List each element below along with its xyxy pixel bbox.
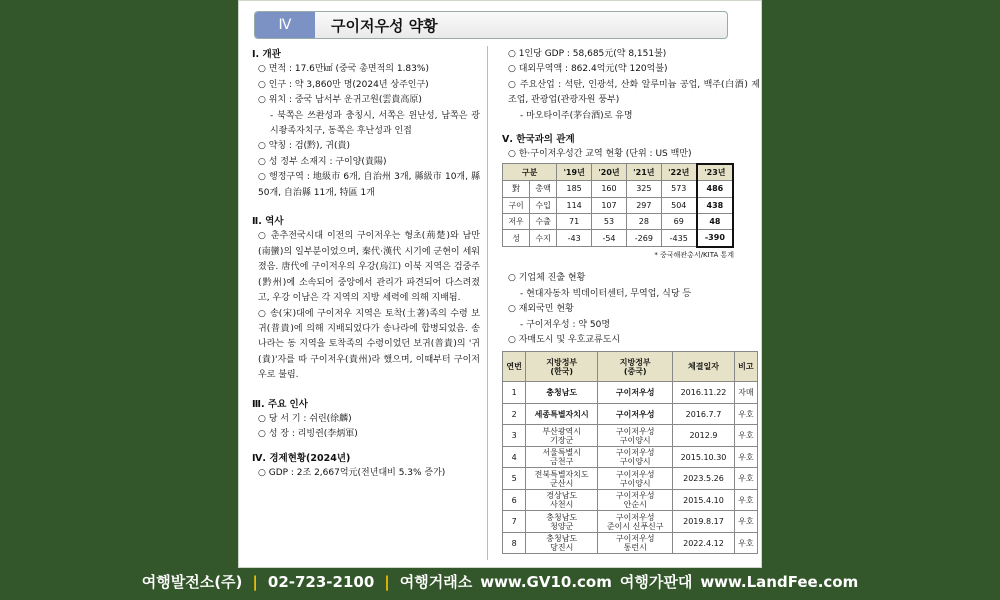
trade-value-cell: 160 <box>592 181 627 197</box>
trade-value-cell: 107 <box>592 197 627 213</box>
right-line: ○ 기업체 진출 현황 <box>508 273 586 284</box>
trade-side-cell: 저우 <box>503 214 530 230</box>
sister-cell-no: 7 <box>503 511 526 533</box>
trade-header-cell: 구분 <box>503 164 557 181</box>
trade-row <box>503 181 734 197</box>
sister-row <box>503 403 758 425</box>
sister-cell-no: 4 <box>503 446 526 468</box>
trade-row <box>503 214 734 230</box>
trade-side-cell: 구이 <box>503 197 530 213</box>
left-line: ○ GDP : 2조 2,667억元(전년대비 5.3% 증가) <box>258 468 446 479</box>
sister-cell-note: 우호 <box>734 403 757 425</box>
trade-row-label: 수지 <box>530 230 557 247</box>
trade-value-cell: -269 <box>626 230 661 247</box>
sister-cell-date: 2016.11.22 <box>673 382 734 404</box>
sister-cell-cn: 구이저우성 <box>598 403 673 425</box>
trade-side-cell: 성 <box>503 230 530 247</box>
sister-cell-kr: 세종특별자치시 <box>526 403 598 425</box>
sister-cell-cn: 구이저우성 구이양시 <box>598 468 673 490</box>
trade-row-label: 총액 <box>530 181 557 197</box>
left-line: ○ 성 장 : 리빙쥔(李炳軍) <box>258 429 358 440</box>
trade-header-cell: '23년 <box>697 164 733 181</box>
left-line: ○ 춘추전국시대 이전의 구이저우는 형초(荊楚)와 남만(南蠻)의 일부분이었으며, 秦代·漢代 시기에 군현이 세워졌음. 唐代에 구이저우의 우강(烏江) 이북 지역은 검중주(黔州)에 소속되어 중앙에서 관리가 파견되어 다스려졌고, 우강 이남은 각 지역의 지방 세력에 의해 지배됨. <box>258 231 480 304</box>
sister-header-cell: 연번 <box>503 352 526 382</box>
sister-cell-note: 우호 <box>734 446 757 468</box>
trade-value-cell: 71 <box>557 214 592 230</box>
sister-row <box>503 489 758 511</box>
footer-url-landfee[interactable]: www.LandFee.com <box>700 573 859 591</box>
trade-value-cell: -54 <box>592 230 627 247</box>
trade-header-cell: '20년 <box>592 164 627 181</box>
right-column <box>502 47 760 554</box>
right-line: - 구이저우성 : 약 50명 <box>520 319 611 330</box>
sister-cell-cn: 구이저우성 안순시 <box>598 489 673 511</box>
sister-row <box>503 446 758 468</box>
sister-header-cell: 비고 <box>734 352 757 382</box>
sister-cell-note: 우호 <box>734 425 757 447</box>
left-line: ○ 면적 : 17.6만㎢ (중국 총면적의 1.83%) <box>258 64 429 75</box>
trade-value-cell: 48 <box>697 214 733 230</box>
right-spacer <box>502 263 760 271</box>
footer-bar: 여행발전소(주) | 02-723-2100 | 여행거래소 www.GV10.com 여행가판대 www.LandFee.com <box>0 568 1000 600</box>
trade-row-label: 수입 <box>530 197 557 213</box>
sister-header-cell: 지방정부 (중국) <box>598 352 673 382</box>
sister-cell-kr: 경상남도 사천시 <box>526 489 598 511</box>
sister-cell-note: 우호 <box>734 468 757 490</box>
left-line: - 북쪽은 쓰촨성과 충칭시, 서쪽은 윈난성, 남쪽은 광시좡족자치구, 동쪽은 후난성과 인접 <box>270 110 480 137</box>
left-heading: Ⅲ. 주요 인사 <box>252 398 308 410</box>
trade-value-cell: 438 <box>697 197 733 213</box>
sister-cell-date: 2016.7.7 <box>673 403 734 425</box>
sister-cell-no: 8 <box>503 532 526 554</box>
sister-cell-cn: 구이저우성 <box>598 382 673 404</box>
sister-header-cell: 체결일자 <box>673 352 734 382</box>
sister-cell-no: 6 <box>503 489 526 511</box>
right-line: ○ 1인당 GDP : 58,685元(약 8,151불) <box>508 49 667 59</box>
trade-row <box>503 197 734 213</box>
trade-value-cell: 504 <box>661 197 697 213</box>
left-line: ○ 인구 : 약 3,860만 명(2024년 상주인구) <box>258 79 429 90</box>
right-line: - 마오타이주(茅台酒)로 유명 <box>520 110 633 121</box>
sister-cell-kr: 서울특별시 금천구 <box>526 446 598 468</box>
sister-cell-note: 우호 <box>734 489 757 511</box>
sister-cell-date: 2015.4.10 <box>673 489 734 511</box>
trade-value-cell: 28 <box>626 214 661 230</box>
sister-cell-note: 우호 <box>734 532 757 554</box>
sister-cell-kr: 충청남도 <box>526 382 598 404</box>
sister-cell-no: 1 <box>503 382 526 404</box>
trade-note: * 중국해관총서/KITA 통계 <box>654 250 734 259</box>
footer-url-gv10[interactable]: www.GV10.com <box>480 573 612 591</box>
sister-cell-date: 2019.8.17 <box>673 511 734 533</box>
trade-value-cell: 486 <box>697 181 733 197</box>
right-heading: Ⅴ. 한국과의 관계 <box>502 134 575 146</box>
left-spacer <box>252 443 480 451</box>
trade-header-cell: '22년 <box>661 164 697 181</box>
right-line: ○ 재외국민 현황 <box>508 304 574 315</box>
right-line: ○ 주요산업 : 석탄, 인광석, 산화 알루미늄 공업, 백주(白酒) 제조업, 관광업(관광자원 풍부) <box>508 79 760 106</box>
sister-cell-date: 2022.4.12 <box>673 532 734 554</box>
left-line: ○ 위치 : 중국 남서부 운귀고원(雲貴高原) <box>258 95 422 106</box>
trade-table <box>502 163 734 248</box>
trade-row-label: 수출 <box>530 214 557 230</box>
right-line: - 현대자동차 빅데이터센터, 무역업, 식당 등 <box>520 288 692 299</box>
left-line: ○ 당 서 기 : 쉬린(徐麟) <box>258 413 352 424</box>
sister-cell-cn: 구이저우성 통런시 <box>598 532 673 554</box>
sister-cell-kr: 충청남도 당진시 <box>526 532 598 554</box>
sister-cell-kr: 전북특별자치도 군산시 <box>526 468 598 490</box>
trade-value-cell: -43 <box>557 230 592 247</box>
page-title: 구이저우성 약황 <box>331 17 438 35</box>
sister-city-table <box>502 351 758 554</box>
sister-cell-cn: 구이저우성 준이시 신푸신구 <box>598 511 673 533</box>
right-line: ○ 한·구이저우성간 교역 현황 (단위 : US 백만) <box>508 149 692 160</box>
sister-cell-date: 2023.5.26 <box>673 468 734 490</box>
sister-cell-kr: 충청남도 청양군 <box>526 511 598 533</box>
sister-row <box>503 532 758 554</box>
left-heading: Ⅱ. 역사 <box>252 216 284 228</box>
sister-cell-cn: 구이저우성 구이양시 <box>598 446 673 468</box>
left-line: ○ 송(宋)대에 구이저우 지역은 토착(土著)족의 수령 보귀(普貴)에 의해 지배되었다가 송나라에 합병되었음. 송나라는 동 지역을 토착족의 수령이었던 보귀(普貴)의 '귀(貴)'자를 따 구이저우(貴州)라 했으며, 이때부터 구이저우로 불림. <box>258 308 480 381</box>
trade-value-cell: -435 <box>661 230 697 247</box>
trade-value-cell: 297 <box>626 197 661 213</box>
sister-cell-no: 2 <box>503 403 526 425</box>
right-spacer <box>502 124 760 132</box>
section-title-bar <box>254 11 728 39</box>
sister-row <box>503 425 758 447</box>
left-spacer <box>252 384 480 397</box>
footer-phone[interactable]: 02-723-2100 <box>267 573 375 591</box>
sister-cell-cn: 구이저우성 구이양시 <box>598 425 673 447</box>
trade-header-cell: '21년 <box>626 164 661 181</box>
section-number: Ⅳ <box>255 12 315 38</box>
trade-row <box>503 230 734 247</box>
left-heading: Ⅳ. 경제현황(2024년) <box>252 452 351 464</box>
right-line: ○ 자매도시 및 우호교류도시 <box>508 334 621 345</box>
trade-value-cell: 573 <box>661 181 697 197</box>
sister-cell-note: 우호 <box>734 511 757 533</box>
sister-cell-date: 2012.9 <box>673 425 734 447</box>
trade-value-cell: 53 <box>592 214 627 230</box>
sister-cell-date: 2015.10.30 <box>673 446 734 468</box>
trade-value-cell: 69 <box>661 214 697 230</box>
trade-header-cell: '19년 <box>557 164 592 181</box>
footer-company: 여행발전소(주) <box>141 573 243 591</box>
sister-row <box>503 468 758 490</box>
sister-cell-kr: 부산광역시 기장군 <box>526 425 598 447</box>
left-spacer <box>252 201 480 214</box>
sister-header-cell: 지방정부 (한국) <box>526 352 598 382</box>
footer-market: 여행가판대 <box>619 573 693 591</box>
trade-value-cell: 325 <box>626 181 661 197</box>
trade-value-cell: 114 <box>557 197 592 213</box>
sister-row <box>503 511 758 533</box>
left-column <box>252 47 480 482</box>
trade-side-cell: 對 <box>503 181 530 197</box>
right-line: ○ 대외무역액 : 862.4억元(약 120억불) <box>508 64 668 75</box>
sister-cell-no: 5 <box>503 468 526 490</box>
left-line: ○ 행정구역 : 地級市 6개, 自治州 3개, 縣級市 10개, 縣 50개, 自治縣 11개, 特區 1개 <box>258 172 480 198</box>
left-heading: Ⅰ. 개관 <box>252 49 281 60</box>
trade-value-cell: 185 <box>557 181 592 197</box>
sister-cell-note: 자매 <box>734 382 757 404</box>
footer-exchange: 여행거래소 <box>399 573 473 591</box>
left-line: ○ 약칭 : 검(黔), 귀(貴) <box>258 141 351 152</box>
sister-cell-no: 3 <box>503 425 526 447</box>
left-line: ○ 성 정부 소재지 : 구이양(貴陽) <box>258 156 387 167</box>
trade-value-cell: -390 <box>697 230 733 247</box>
sister-row <box>503 382 758 404</box>
column-divider <box>487 46 488 560</box>
